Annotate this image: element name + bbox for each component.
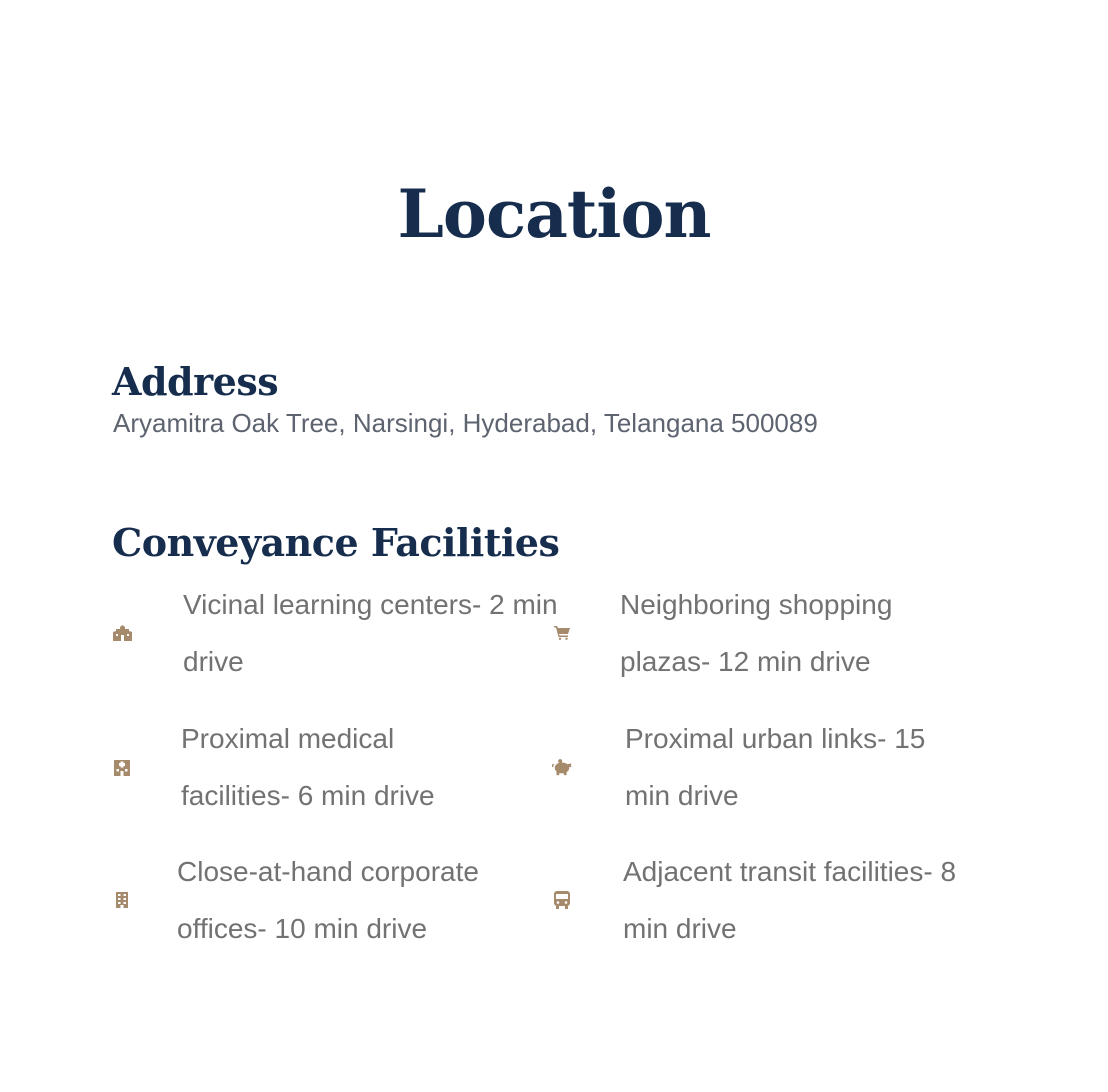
facility-item (552, 576, 992, 690)
facility-label: Proximal medical facilities- 6 min drive (181, 723, 435, 811)
facility-label: Neighboring shopping plazas- 12 min drive (620, 589, 893, 677)
facility-label: Proximal urban links- 15 min drive (625, 723, 926, 811)
facility-label: Adjacent transit facilities- 8 min drive (623, 856, 957, 944)
facility-label: Vicinal learning centers- 2 min drive (183, 589, 558, 677)
hospital-icon (112, 757, 132, 777)
facility-item (552, 710, 992, 824)
facility-item (112, 710, 552, 824)
office-building-icon (112, 890, 132, 910)
shopping-cart-icon (552, 623, 572, 643)
facility-item (112, 843, 552, 957)
address-text: Aryamitra Oak Tree, Narsingi, Hyderabad, Telangana 500089 (113, 408, 818, 438)
facility-label: Close-at-hand corporate offices- 10 min drive (177, 856, 479, 944)
address-heading: Address (112, 358, 279, 404)
conveyance-heading: Conveyance Facilities (112, 519, 560, 565)
school-icon (112, 623, 132, 643)
page-title: Location (397, 175, 711, 254)
facility-item (112, 576, 558, 690)
piggy-bank-icon (552, 757, 572, 777)
facility-item (552, 843, 992, 957)
bus-icon (552, 890, 572, 910)
